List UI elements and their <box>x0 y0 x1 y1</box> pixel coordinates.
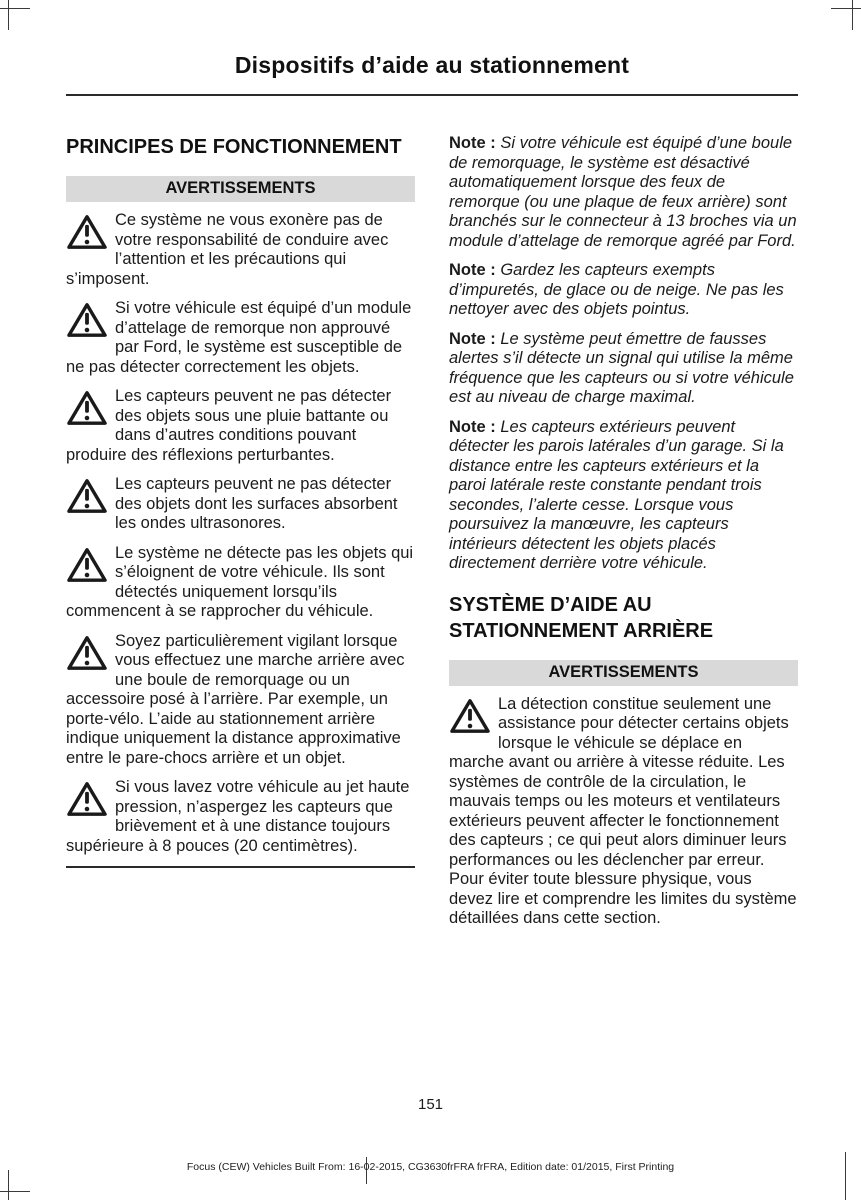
note-label: Note : <box>449 134 496 152</box>
note-label: Note : <box>449 417 496 436</box>
warnings-header-right: AVERTISSEMENTS <box>449 660 798 686</box>
two-column-layout <box>66 134 798 939</box>
warning-triangle-icon <box>449 697 491 735</box>
note-text: Gardez les capteurs exempts d’impuretés, de glace ou de neige. Ne pas les nettoyer avec des objets pointus. <box>449 261 784 318</box>
warning-item <box>66 299 415 377</box>
warning-triangle-icon <box>66 634 108 672</box>
warning-text: La détection constitue seulement une assistance pour détecter certains objets lorsque le véhicule se déplace en marche avant ou arrière à vitesse réduite. Les systèmes de contrôle de la circulation, le mauvais temps ou les moteurs et ventilateurs extérieurs peuvent affecter le fonctionnement des capteurs ; ce qui peut alors diminuer leurs performances ou les déclencher par erreur. Pour éviter toute blessure physique, vous devez lire et comprendre les limites du système détaillées dans cette section. <box>449 694 797 927</box>
section-heading-systeme-arriere: SYSTÈME D’AIDE AU STATIONNEMENT ARRIÈRE <box>449 593 714 642</box>
note-text: Les capteurs extérieurs peuvent détecter les parois latérales d’un garage. Si la distance entre les capteurs extérieurs et la paroi latérale reste constante pendant trois secondes, l’alerte cesse. Lorsque vous poursuivez la manœuvre, les capteurs intérieurs détectent les objets placés directement derrière votre véhicule. <box>449 417 784 572</box>
note-text: Si votre véhicule est équipé d’une boule de remorquage, le système est désactivé automatiquement lorsque des feux de remorque (ou une plaque de feux arrière) sont branchés sur le connecteur à 13 broches via un module d’attelage de remorque agréé par Ford. <box>449 134 797 250</box>
note-text: Le système peut émettre de fausses alertes s’il détecte un signal qui utilise la même fréquence que les capteurs ou si votre véhicule est au niveau de charge maximal. <box>449 329 794 406</box>
title-divider <box>66 94 798 96</box>
warnings-end-divider <box>66 866 415 868</box>
warning-text: Si vous lavez votre véhicule au jet haute pression, n’aspergez les capteurs que brièvement et à une distance toujours supérieure à 8 pouces (20 centimètres). <box>66 778 410 855</box>
note-paragraph <box>449 418 798 574</box>
warning-item <box>449 695 798 929</box>
crop-mark <box>8 0 9 30</box>
warning-triangle-icon <box>66 546 108 584</box>
warning-text: Le système ne détecte pas les objets qui s’éloignent de votre véhicule. Ils sont détectés uniquement lorsqu’ils commencent à se rapprocher du véhicule. <box>66 543 414 620</box>
crop-mark <box>8 1170 9 1200</box>
warning-item <box>66 544 415 622</box>
warning-triangle-icon <box>66 780 108 818</box>
warning-item <box>66 387 415 465</box>
page-title: Dispositifs d’aide au stationnement <box>234 52 630 78</box>
warning-item <box>66 211 415 289</box>
page-content <box>66 52 798 939</box>
warning-text: Ce système ne vous exonère pas de votre responsabilité de conduire avec l’attention et les précautions qui s’imposent. <box>66 211 389 288</box>
note-label: Note : <box>449 329 496 348</box>
note-label: Note : <box>449 261 496 279</box>
warning-text: Les capteurs peuvent ne pas détecter des objets dont les surfaces absorbent les ondes ultrasonores. <box>115 475 398 532</box>
crop-mark <box>0 1191 30 1192</box>
crop-mark <box>845 1152 846 1200</box>
warning-text: Soyez particulièrement vigilant lorsque vous effectuez une marche arrière avec une boule de remorquage ou un accessoire posé à l’arrière. Par exemple, un porte-vélo. L’aide au stationnement arrière indique uniquement la distance approximative entre le pare-chocs arrière et un objet. <box>66 631 405 767</box>
right-column <box>449 134 798 939</box>
warning-text: Les capteurs peuvent ne pas détecter des objets sous une pluie battante ou dans d’autres conditions pouvant produire des réflexions perturbantes. <box>66 387 392 464</box>
left-column <box>66 134 415 868</box>
crop-mark <box>0 8 30 9</box>
note-paragraph <box>449 330 798 408</box>
warning-triangle-icon <box>66 301 108 339</box>
note-paragraph <box>449 134 798 251</box>
crop-mark <box>831 8 861 9</box>
warning-item <box>66 632 415 769</box>
warning-item <box>66 778 415 856</box>
warning-triangle-icon <box>66 213 108 251</box>
note-paragraph <box>449 261 798 320</box>
warning-triangle-icon <box>66 477 108 515</box>
warning-triangle-icon <box>66 389 108 427</box>
section-heading-principes: PRINCIPES DE FONCTIONNEMENT <box>66 136 402 158</box>
crop-mark <box>852 0 853 30</box>
warning-text: Si votre véhicule est équipé d’un module d’attelage de remorque non approuvé par Ford, le système est susceptible de ne pas détecter correctement les objets. <box>66 299 412 376</box>
warning-item <box>66 475 415 534</box>
page-number: 151 <box>417 1096 444 1113</box>
footer-print-info: Focus (CEW) Vehicles Built From: 16-02-2015, CG3630frFRA frFRA, Edition date: 01/2015, First Printing <box>186 1161 675 1173</box>
warnings-header-left: AVERTISSEMENTS <box>66 176 415 202</box>
